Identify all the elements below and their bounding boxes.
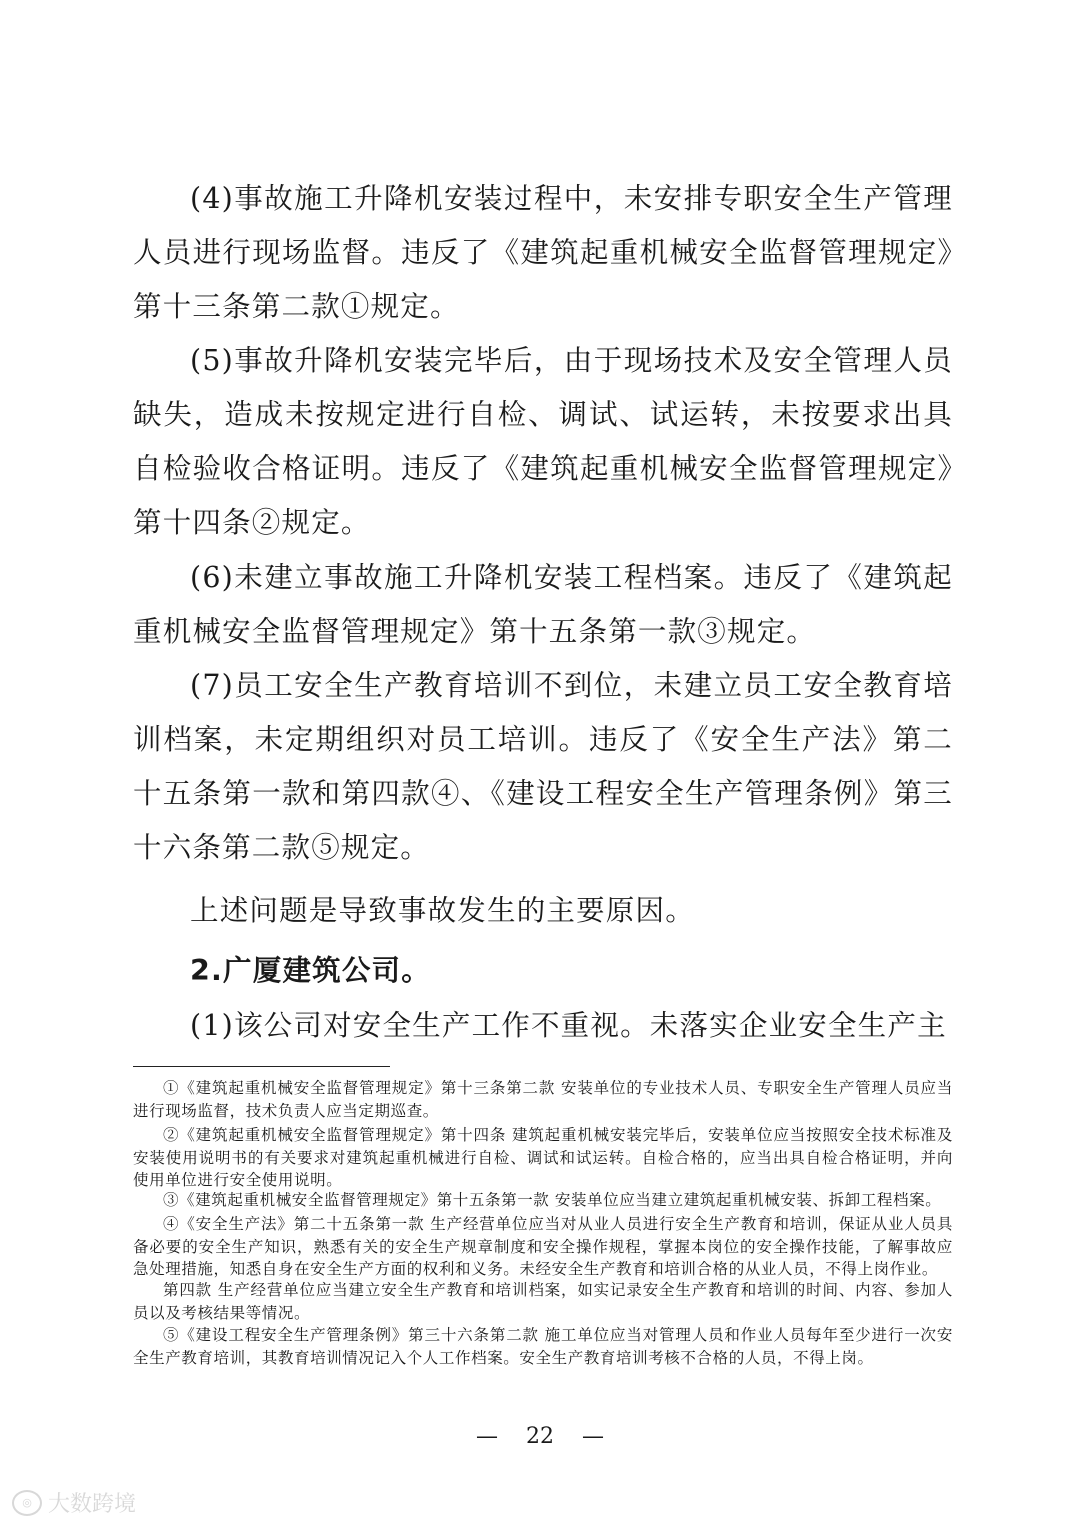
footnote-1: ①《建筑起重机械安全监督管理规定》第十三条第二款 安装单位的专业技术人员、专职安全生产管理人员应当进行现场监督，技术负责人应当定期巡查。 xyxy=(133,1079,953,1120)
footnote-4: ④《安全生产法》第二十五条第一款 生产经营单位应当对从业人员进行安全生产教育和培训，保证从业人员具备必要的安全生产知识，熟悉有关的安全生产规章制度和安全操作规程，掌握本岗位的安全操作技能，了解事故应急处理措施，知悉自身在安全生产方面的权利和义务。未经安全生产教育和培训合格的从业人员，不得上岗作业。 xyxy=(133,1215,953,1278)
paragraph-7: (7)员工安全生产教育培训不到位，未建立员工安全教育培训档案，未定期组织对员工培训。违反了《安全生产法》第二十五条第一款和第四款④、《建设工程安全生产管理条例》第三十六条第二款⑤规定。 xyxy=(133,669,953,864)
paragraph-4: (4)事故施工升降机安装过程中，未安排专职安全生产管理人员进行现场监督。违反了《建筑起重机械安全监督管理规定》第十三条第二款①规定。 xyxy=(133,182,953,323)
footnote-5: ⑤《建设工程安全生产管理条例》第三十六条第二款 施工单位应当对管理人员和作业人员每年至少进行一次安全生产教育培训，其教育培训情况记入个人工作档案。安全生产教育培训考核不合格的人员，不得上岗。 xyxy=(133,1326,953,1367)
paragraph-6: (6)未建立事故施工升降机安装工程档案。违反了《建筑起重机械安全监督管理规定》第十五条第一款③规定。 xyxy=(133,561,953,648)
page-number: — 22 — xyxy=(476,1424,604,1449)
summary-paragraph: 上述问题是导致事故发生的主要原因。 xyxy=(190,894,695,927)
footnote-4-clause: 第四款 生产经营单位应当建立安全生产教育和培训档案，如实记录安全生产教育和培训的时间、内容、参加人员以及考核结果等情况。 xyxy=(133,1281,953,1322)
section-heading: 2.广厦建筑公司。 xyxy=(190,954,431,987)
footnote-3: ③《建筑起重机械安全监督管理规定》第十五条第一款 安装单位应当建立建筑起重机械安装、拆卸工程档案。 xyxy=(163,1191,942,1209)
watermark-logo-icon: ◎ xyxy=(12,1490,42,1516)
footnote-2: ②《建筑起重机械安全监督管理规定》第十四条 建筑起重机械安装完毕后，安装单位应当按照安全技术标准及安装使用说明书的有关要求对建筑起重机械进行自检、调试和试运转。自检合格的，应当出具自检合格证明，并向使用单位进行安全使用说明。 xyxy=(133,1126,953,1189)
footnote-divider xyxy=(133,1066,390,1067)
paragraph-company-1: (1)该公司对安全生产工作不重视。未落实企业安全生产主 xyxy=(190,1009,947,1042)
watermark xyxy=(12,1487,136,1518)
paragraph-5: (5)事故升降机安装完毕后，由于现场技术及安全管理人员缺失，造成未按规定进行自检、调试、试运转，未按要求出具自检验收合格证明。违反了《建筑起重机械安全监督管理规定》第十四条②规定。 xyxy=(133,344,953,539)
watermark-text: 大数跨境 xyxy=(48,1492,137,1517)
